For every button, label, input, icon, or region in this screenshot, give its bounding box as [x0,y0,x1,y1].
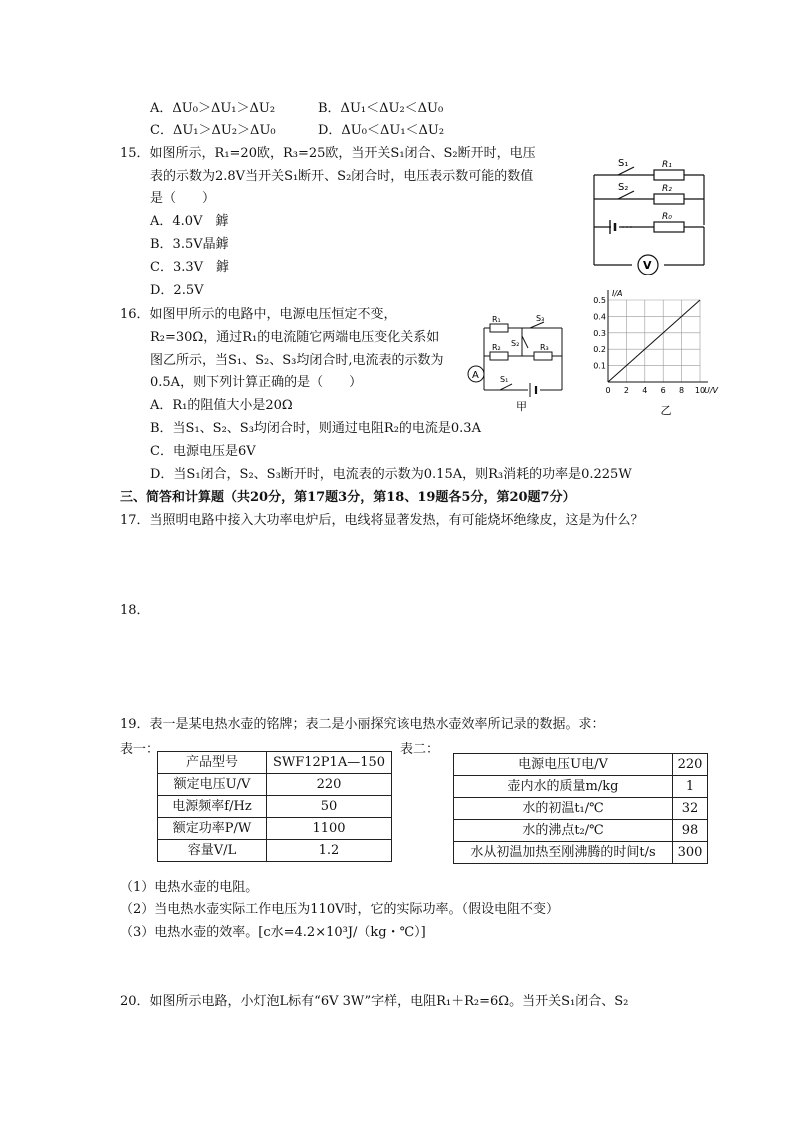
q16-line3: 图乙所示，当S₁、S₂、S₃均闭合时,电流表的示数为 [150,353,444,368]
q16-option-d: D．当S₁闭合，S₂、S₃断开时，电流表的示数为0.15A，则R₃消耗的功率是0.225W [150,467,632,482]
q16-ammeter-label: A [472,370,479,381]
x-tick-label: 2 [623,386,629,395]
q16-label-r3: R₃ [540,343,549,352]
table-cell: 额定电压U/V [158,774,267,796]
x-tick-label: 10 [694,386,706,395]
table-cell: 产品型号 [158,752,267,774]
q15-label-r1: R₁ [662,160,672,170]
q16-option-b: B．当S₁、S₂、S₃均闭合时，则通过电阻R₂的电流是0.3A [150,421,481,436]
table-cell: 1.2 [267,840,392,862]
x-tick-label: 6 [660,386,666,395]
table-row [158,774,392,796]
x-tick-label: 4 [642,386,648,395]
q16-circuit-diagram [466,310,572,416]
y-tick-label: 0.4 [593,312,606,322]
table-cell: 32 [673,798,708,820]
q15-line3: 是（ ） [150,191,216,206]
q19-sub1: （1）电热水壶的电阻。 [120,880,259,895]
q15-line1: 15．如图所示，R₁=20欧，R₃=25欧，当开关S₁闭合、S₂断开时，电压 [120,146,536,161]
q15-option-c: C．3.3V 鎼 [150,260,230,275]
q19-table1 [157,751,392,862]
table-row [158,752,392,774]
q15-label-s2: S₂ [618,182,629,193]
q16-iu-graph [590,284,720,416]
q15-option-b: B．3.5V晶鎼 [150,237,229,252]
table-cell: 水从初温加热至刚沸腾的时间t/s [454,842,673,864]
graph-caption: 乙 [660,404,672,416]
q16-label-r2: R₂ [492,343,501,352]
q15-option-d: D．2.5V [150,283,204,298]
y-tick-label: 0.2 [593,345,606,355]
q19-table1-label: 表一： [120,742,160,757]
table-row [454,820,708,842]
q16-line2: R₂=30Ω，通过R₁的电流随它两端电压变化关系如 [150,330,440,345]
table-cell: 电源频率f/Hz [158,796,267,818]
series-line [608,300,700,382]
x-axis-label: U/V [704,386,719,395]
q16-label-s3: S₃ [536,314,545,323]
table-cell: 98 [673,820,708,842]
table-row [454,754,708,776]
table-row [158,840,392,862]
q15-option-a: A．4.0V 鎼 [150,214,229,229]
q15-voltmeter-label: V [643,259,652,272]
q16-option-a: A．R₁的阻值大小是20Ω [150,398,293,413]
table-cell: 50 [267,796,392,818]
q19-table2-label: 表二： [400,742,440,757]
q16-line4: 0.5A，则下列计算正确的是（ ） [150,375,363,390]
q16-label-s1: S₁ [500,375,509,384]
table-row [454,798,708,820]
x-tick-label: 0 [605,386,611,395]
y-axis-label: I/A [612,289,623,298]
q18-text: 18． [120,603,150,618]
y-tick-label: 0.3 [593,328,606,338]
table-cell: 1100 [267,818,392,840]
table-cell: 水的初温t₁/℃ [454,798,673,820]
q14-option-d: D．ΔU₀＜ΔU₁＜ΔU₂ [318,123,445,138]
q16-label-s2: S₂ [511,339,520,348]
q14-option-c: C．ΔU₁＞ΔU₂＞ΔU₀ [150,123,276,138]
q20-text: 20．如图所示电路，小灯泡L标有“6V 3W”字样，电阻R₁＋R₂=6Ω。当开关S₁闭合、S₂ [120,994,629,1009]
q16-option-c: C．电源电压是6V [150,444,256,459]
q16-circuit-caption: 甲 [516,400,527,413]
table-cell: 容量V/L [158,840,267,862]
table-row [158,818,392,840]
table-cell: 水的沸点t₂/℃ [454,820,673,842]
table-cell: 壶内水的质量m/kg [454,776,673,798]
table-cell: 220 [673,754,708,776]
table-cell: 300 [673,842,708,864]
q19-text: 19．表一是某电热水壶的铭牌；表二是小丽探究该电热水壶效率所记录的数据。求： [120,717,605,732]
q15-circuit-diagram [588,155,710,275]
table-cell: SWF12P1A—150 [267,752,392,774]
y-tick-label: 0.5 [593,296,606,305]
table-row [158,796,392,818]
q19-table2 [453,753,708,864]
q19-sub2: （2）当电热水壶实际工作电压为110V时，它的实际功率。（假设电阻不变） [120,902,559,917]
table-cell: 额定功率P/W [158,818,267,840]
y-tick-label: 0.1 [593,361,606,371]
q16-label-r1: R₁ [492,315,501,324]
x-tick-label: 8 [679,386,685,395]
q16-line1: 16．如图甲所示的电路中，电源电压恒定不变， [120,307,397,322]
q15-line2: 表的示数为2.8V当开关S₁断开、S₂闭合时，电压表示数可能的数值 [150,169,534,184]
table-cell: 电源电压U电/V [454,754,673,776]
q14-option-b: B．ΔU₁＜ΔU₂＜ΔU₀ [318,101,444,116]
section-3-title: 三、简答和计算题（共20分，第17题3分，第18、19题各5分，第20题7分） [120,490,576,505]
q15-label-r2: R₂ [662,184,672,194]
q17-text: 17．当照明电路中接入大功率电炉后，电线将显著发热，有可能烧坏绝缘皮，这是为什么？ [120,513,644,528]
q15-label-s1: S₁ [618,158,629,169]
table-cell: 1 [673,776,708,798]
q15-label-r0: R₀ [662,212,672,222]
q19-sub3: （3）电热水壶的效率。[c水=4.2×10³J/（kg・℃）] [120,925,426,940]
q14-option-a: A．ΔU₀＞ΔU₁＞ΔU₂ [150,101,276,116]
table-cell: 220 [267,774,392,796]
table-row [454,776,708,798]
table-row [454,842,708,864]
